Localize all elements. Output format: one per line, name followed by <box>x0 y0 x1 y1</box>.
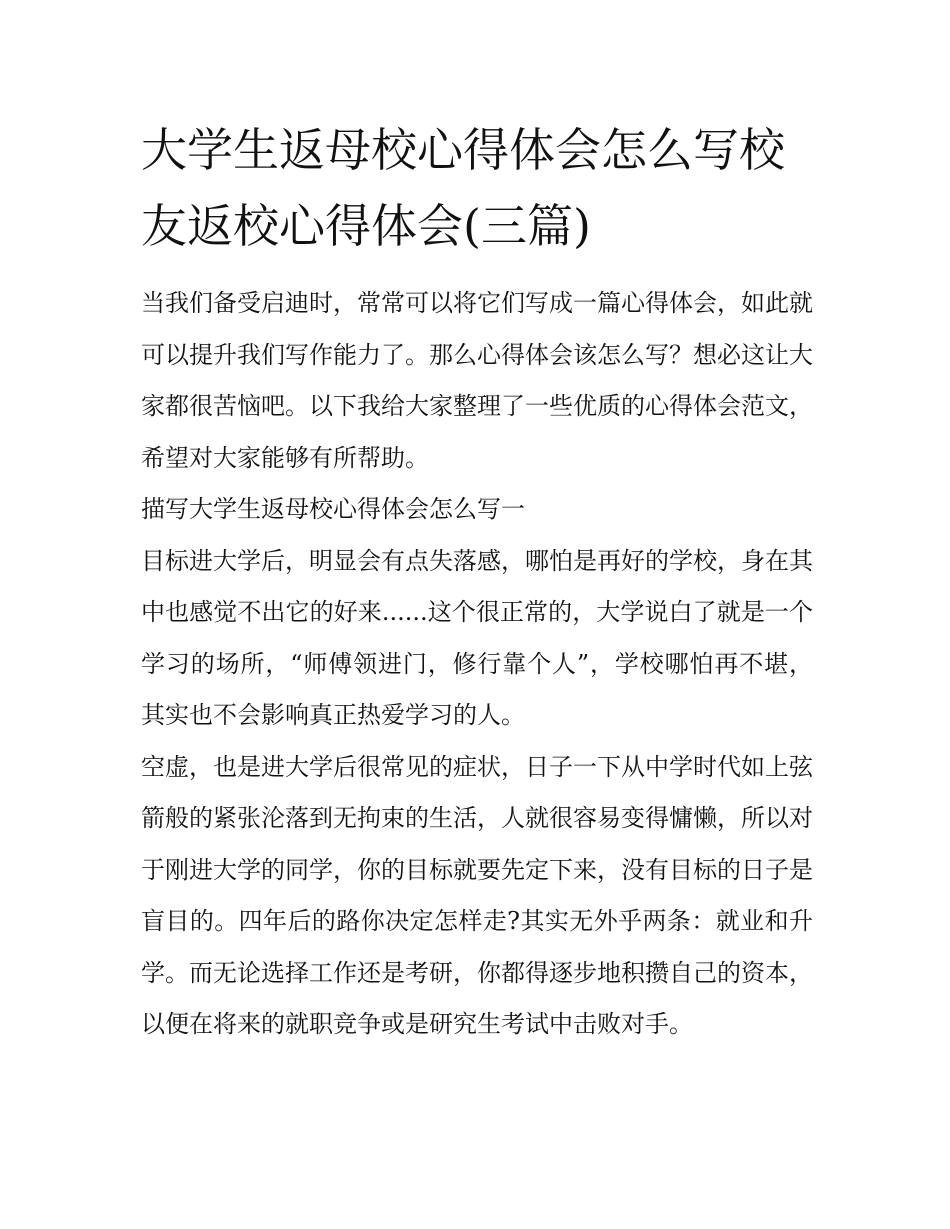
document-body <box>141 278 813 1051</box>
body-paragraph: 目标进大学后，明显会有点失落感，哪怕是再好的学校，身在其中也感觉不出它的好来......这个很正常的，大学说白了就是一个学习的场所，“师傅领进门，修行靠个人”，学校哪怕再不堪，其实也不会影响真正热爱学习的人。 <box>141 546 813 729</box>
document-title: 大学生返母校心得体会怎么写校友返校心得体会(三篇) <box>141 123 785 253</box>
intro-paragraph: 当我们备受启迪时，常常可以将它们写成一篇心得体会，如此就可以提升我们写作能力了。那么心得体会该怎么写？想必这让大家都很苦恼吧。以下我给大家整理了一些优质的心得体会范文，希望对大家能够有所帮助。 <box>141 289 813 472</box>
body-paragraph: 空虚，也是进大学后很常见的症状，日子一下从中学时代如上弦箭般的紧张沦落到无拘束的生活，人就很容易变得慵懒，所以对于刚进大学的同学，你的目标就要先定下来，没有目标的日子是盲目的。四年后的路你决定怎样走?其实无外乎两条：就业和升学。而无论选择工作还是考研，你都得逐步地积攒自己的资本，以便在将来的就职竞争或是研究生考试中击败对手。 <box>141 752 813 1038</box>
document-page <box>141 112 813 1051</box>
section-heading: 描写大学生返母校心得体会怎么写一 <box>141 495 525 523</box>
